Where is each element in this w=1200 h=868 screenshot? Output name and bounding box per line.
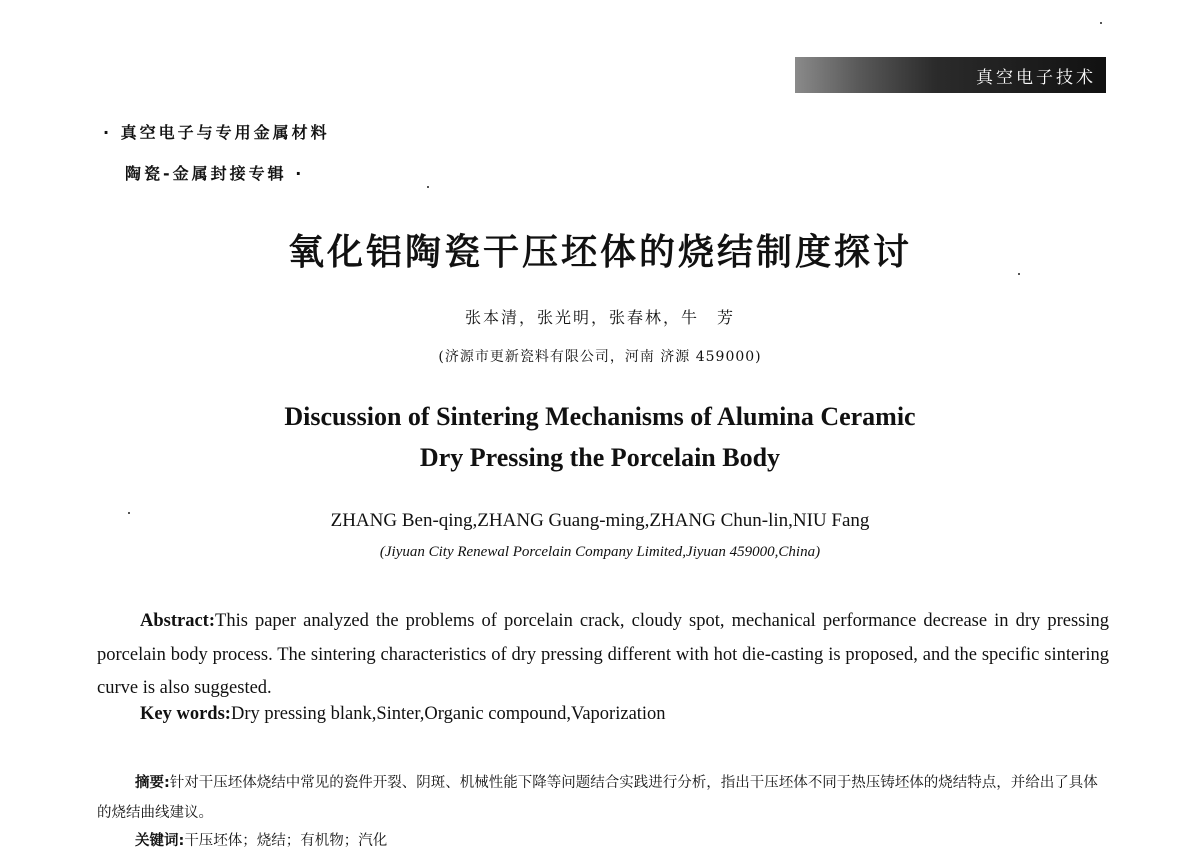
abstract-english-text: This paper analyzed the problems of porcelain crack, cloudy spot, mechanical performance decrease in dry pressing porcelain body process. The sintering characteristics of dry pressing different with hot die-casting is proposed, and the specific sintering curve is also suggested. [97,611,1109,698]
scan-speck [1100,22,1102,24]
affiliation-english: (Jiyuan City Renewal Porcelain Company Limited,Jiyuan 459000,China) [379,544,821,560]
journal-name: 真空电子技术 [976,67,1096,88]
title-english [0,396,1200,478]
abstract-english [97,605,1109,706]
title-chinese: 氧化铝陶瓷干压坯体的烧结制度探讨 [287,232,912,273]
keywords-english [140,704,666,725]
column-heading-line1: · 真空电子与专用金属材料 [103,123,330,142]
scan-speck [128,512,130,514]
authors-english: ZHANG Ben-qing,ZHANG Guang-ming,ZHANG Chun-lin,NIU Fang [330,510,870,531]
keywords-english-label: Key words: [140,704,231,724]
title-english-line2: Dry Pressing the Porcelain Body [419,443,781,472]
abstract-english-label: Abstract: [140,611,216,631]
keywords-chinese-label: 关键词: [135,833,185,849]
keywords-chinese [135,829,387,850]
abstract-chinese [97,768,1109,828]
scan-speck [427,186,429,188]
authors-chinese: 张本清，张光明，张春林，牛 芳 [464,308,735,327]
keywords-english-text: Dry pressing blank,Sinter,Organic compound,Vaporization [230,704,666,724]
scan-speck [1018,273,1020,275]
journal-name-banner [795,57,1106,93]
title-english-line1: Discussion of Sintering Mechanisms of Alumina Ceramic [284,402,916,431]
affiliation-chinese: (济源市更新瓷料有限公司，河南 济源 459000) [438,349,762,365]
abstract-chinese-text: 针对干压坯体烧结中常见的瓷件开裂、阴斑、机械性能下降等问题结合实践进行分析，指出干压坯体不同于热压铸坯体的烧结特点，并给出了具体的烧结曲线建议。 [97,775,1098,821]
keywords-chinese-text: 干压坯体；烧结；有机物；汽化 [184,833,388,849]
abstract-chinese-label: 摘要: [135,775,170,791]
column-heading-line2: 陶瓷-金属封接专辑 · [125,164,305,183]
